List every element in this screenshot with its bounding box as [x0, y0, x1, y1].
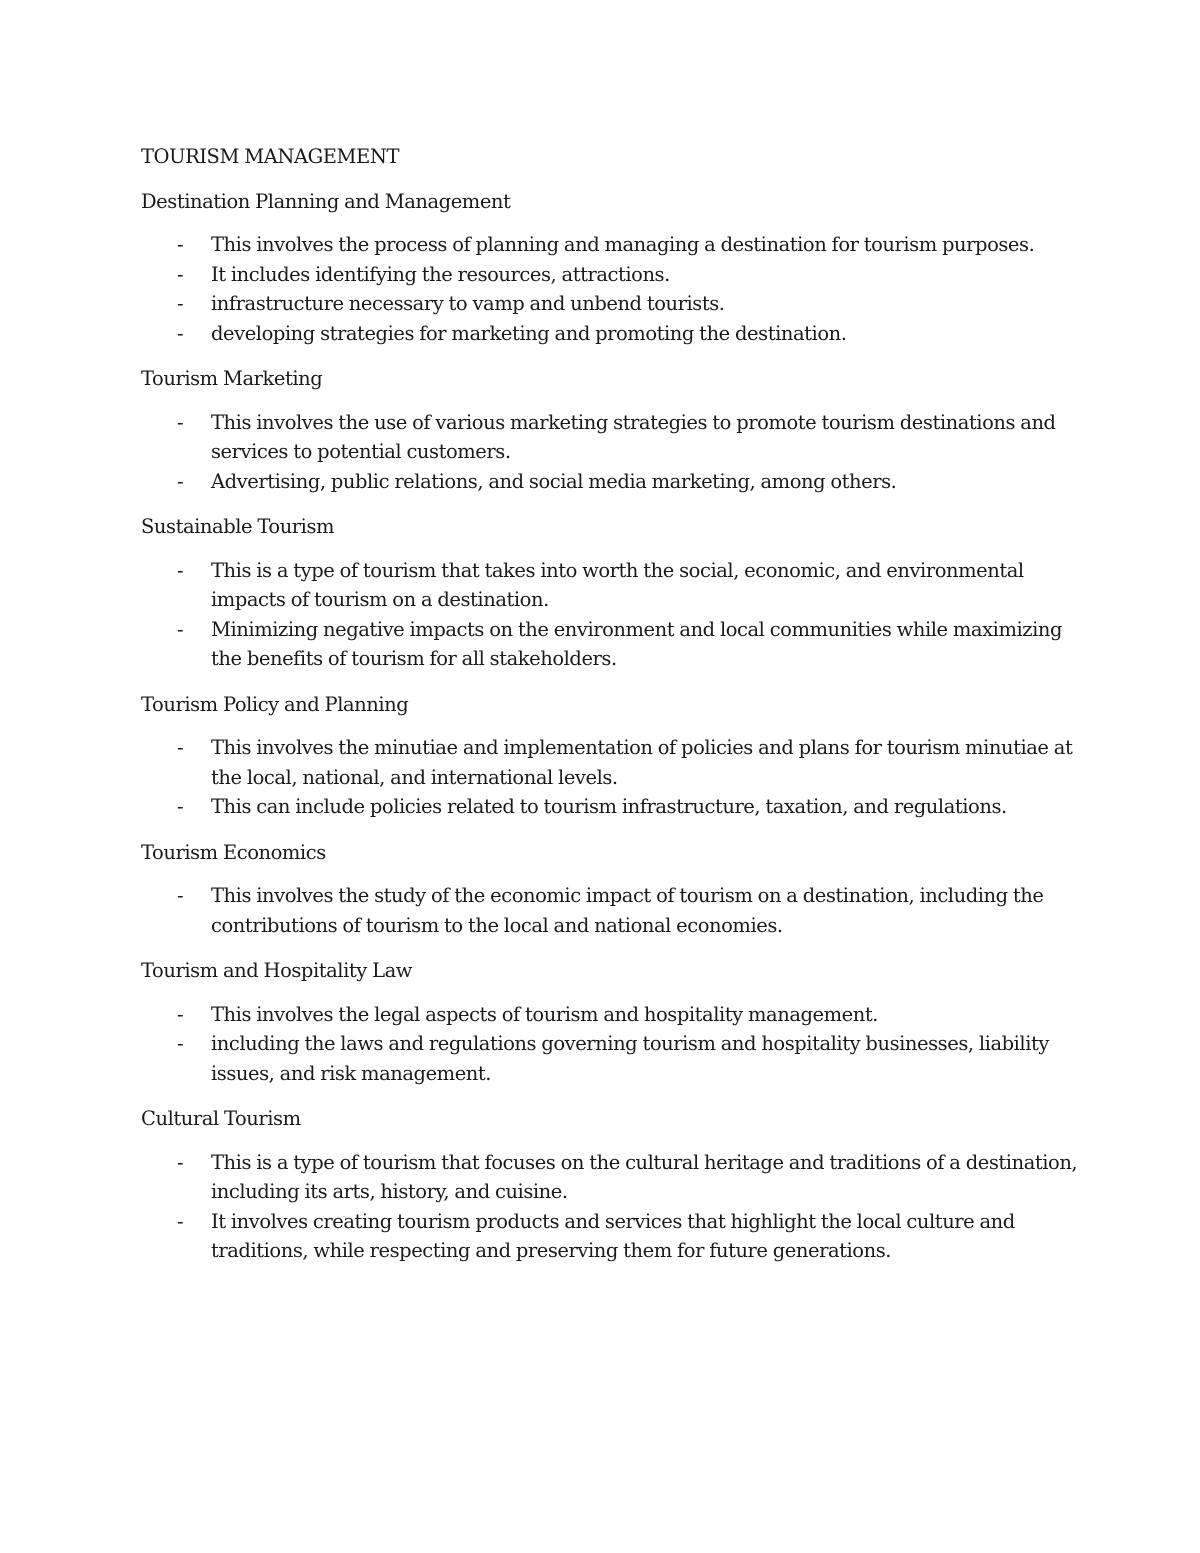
- dash-marker: -: [177, 292, 184, 315]
- dash-marker: -: [177, 469, 184, 493]
- dash-marker: -: [177, 1209, 184, 1233]
- section-destination-planning: [141, 187, 1081, 349]
- list-item: [141, 733, 1081, 792]
- section-tourism-marketing: [141, 364, 1081, 496]
- bullet-list: [141, 408, 1081, 497]
- list-item-text: This involves the use of various marketing strategies to promote tourism destinations and services to potential customers.: [211, 410, 1056, 463]
- dash-marker: -: [177, 736, 184, 759]
- list-item: [141, 408, 1081, 467]
- list-item-text: This involves the legal aspects of tourism and hospitality management.: [211, 1002, 878, 1026]
- list-item-text: This can include policies related to tourism infrastructure, taxation, and regulations.: [211, 795, 1007, 818]
- bullet-list: [141, 556, 1081, 674]
- dash-marker: -: [177, 410, 184, 434]
- document-title: TOURISM MANAGEMENT: [141, 145, 400, 168]
- list-item: [141, 1207, 1081, 1266]
- section-cultural-tourism: [141, 1104, 1081, 1266]
- list-item: [141, 1148, 1081, 1207]
- list-item-text: This involves the process of planning and managing a destination for tourism purposes.: [211, 233, 1035, 256]
- list-item: [141, 1029, 1081, 1088]
- section-heading: Sustainable Tourism: [141, 515, 335, 538]
- section-sustainable-tourism: [141, 512, 1081, 674]
- list-item-text: including the laws and regulations governing tourism and hospitality businesses, liability issues, and risk management.: [211, 1032, 1049, 1085]
- list-item: [141, 260, 1081, 290]
- list-item-text: This involves the minutiae and implementation of policies and plans for tourism minutiae at the local, national, and international levels.: [211, 736, 1073, 789]
- list-item: [141, 881, 1081, 940]
- section-policy-planning: [141, 690, 1081, 822]
- bullet-list: [141, 1148, 1081, 1266]
- list-item-text: Minimizing negative impacts on the environment and local communities while maximizing the benefits of tourism for all stakeholders.: [211, 617, 1063, 670]
- dash-marker: -: [177, 1002, 184, 1026]
- dash-marker: -: [177, 262, 184, 286]
- list-item: [141, 230, 1081, 260]
- section-heading: Destination Planning and Management: [141, 189, 511, 213]
- list-item-text: This is a type of tourism that focuses on the cultural heritage and traditions of a destination, including its arts, history, and cuisine.: [211, 1150, 1078, 1203]
- section-heading: Tourism Policy and Planning: [141, 692, 409, 716]
- list-item: [141, 556, 1081, 615]
- list-item-text: This involves the study of the economic impact of tourism on a destination, including the contributions of tourism to the local and national economies.: [211, 884, 1044, 937]
- dash-marker: -: [177, 884, 184, 907]
- section-heading: Tourism Marketing: [141, 367, 323, 390]
- section-heading: Tourism and Hospitality Law: [141, 959, 412, 982]
- dash-marker: -: [177, 795, 184, 818]
- dash-marker: -: [177, 233, 184, 256]
- section-heading: Cultural Tourism: [141, 1107, 301, 1130]
- list-item-text: It includes identifying the resources, attractions.: [211, 262, 670, 286]
- list-item: [141, 467, 1081, 497]
- list-item-text: developing strategies for marketing and promoting the destination.: [211, 321, 847, 345]
- section-tourism-economics: [141, 838, 1081, 941]
- dash-marker: -: [177, 321, 184, 345]
- list-item-text: Advertising, public relations, and social media marketing, among others.: [211, 469, 897, 493]
- list-item: [141, 319, 1081, 349]
- bullet-list: [141, 733, 1081, 822]
- list-item-text: It involves creating tourism products and services that highlight the local culture and traditions, while respecting and preserving them for future generations.: [211, 1209, 1015, 1262]
- list-item: [141, 792, 1081, 822]
- dash-marker: -: [177, 1150, 184, 1174]
- dash-marker: -: [177, 617, 184, 641]
- dash-marker: -: [177, 558, 184, 582]
- section-heading: Tourism Economics: [141, 840, 326, 864]
- dash-marker: -: [177, 1032, 184, 1055]
- bullet-list: [141, 1000, 1081, 1089]
- list-item: [141, 615, 1081, 674]
- list-item-text: infrastructure necessary to vamp and unbend tourists.: [211, 292, 725, 315]
- list-item: [141, 1000, 1081, 1030]
- list-item: [141, 289, 1081, 319]
- list-item-text: This is a type of tourism that takes into worth the social, economic, and environmental impacts of tourism on a destination.: [211, 558, 1024, 611]
- section-hospitality-law: [141, 956, 1081, 1088]
- bullet-list: [141, 230, 1081, 348]
- bullet-list: [141, 881, 1081, 940]
- document-page: [141, 142, 1081, 1282]
